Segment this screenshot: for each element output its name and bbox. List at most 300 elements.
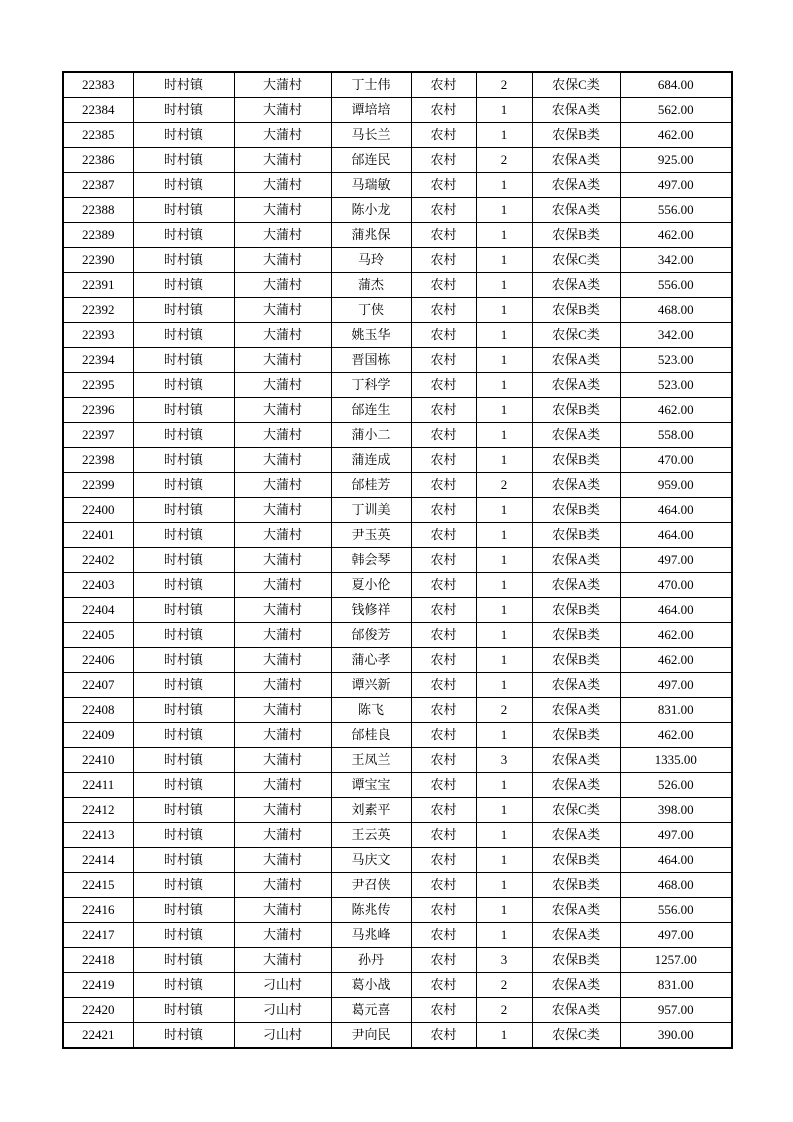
cell-category: 农保A类: [532, 198, 620, 223]
cell-id: 22418: [63, 948, 133, 973]
cell-category: 农保A类: [532, 273, 620, 298]
cell-town: 时村镇: [133, 598, 234, 623]
cell-category: 农保C类: [532, 798, 620, 823]
cell-village: 大蒲村: [234, 523, 331, 548]
cell-village: 大蒲村: [234, 173, 331, 198]
cell-amount: 462.00: [620, 623, 732, 648]
cell-town: 时村镇: [133, 998, 234, 1023]
cell-count: 1: [476, 498, 532, 523]
cell-amount: 497.00: [620, 823, 732, 848]
cell-id: 22416: [63, 898, 133, 923]
cell-town: 时村镇: [133, 248, 234, 273]
cell-town: 时村镇: [133, 1023, 234, 1049]
cell-amount: 470.00: [620, 448, 732, 473]
cell-residence: 农村: [411, 498, 476, 523]
cell-category: 农保C类: [532, 323, 620, 348]
cell-village: 大蒲村: [234, 573, 331, 598]
cell-name: 邰连民: [331, 148, 411, 173]
cell-residence: 农村: [411, 973, 476, 998]
cell-amount: 497.00: [620, 673, 732, 698]
cell-id: 22406: [63, 648, 133, 673]
cell-residence: 农村: [411, 823, 476, 848]
cell-amount: 556.00: [620, 273, 732, 298]
cell-village: 大蒲村: [234, 798, 331, 823]
cell-village: 大蒲村: [234, 298, 331, 323]
cell-town: 时村镇: [133, 423, 234, 448]
cell-category: 农保A类: [532, 973, 620, 998]
cell-town: 时村镇: [133, 148, 234, 173]
cell-residence: 农村: [411, 573, 476, 598]
cell-count: 1: [476, 98, 532, 123]
table-row: [63, 98, 732, 123]
cell-name: 王凤兰: [331, 748, 411, 773]
cell-category: 农保C类: [532, 72, 620, 98]
cell-village: 大蒲村: [234, 673, 331, 698]
cell-amount: 959.00: [620, 473, 732, 498]
table-row: [63, 848, 732, 873]
cell-count: 1: [476, 548, 532, 573]
cell-village: 大蒲村: [234, 473, 331, 498]
cell-id: 22398: [63, 448, 133, 473]
cell-residence: 农村: [411, 98, 476, 123]
cell-count: 1: [476, 873, 532, 898]
cell-residence: 农村: [411, 948, 476, 973]
cell-id: 22419: [63, 973, 133, 998]
cell-village: 大蒲村: [234, 198, 331, 223]
table-row: [63, 998, 732, 1023]
cell-name: 陈飞: [331, 698, 411, 723]
cell-category: 农保C类: [532, 1023, 620, 1049]
cell-id: 22387: [63, 173, 133, 198]
cell-count: 1: [476, 373, 532, 398]
cell-name: 姚玉华: [331, 323, 411, 348]
cell-id: 22402: [63, 548, 133, 573]
cell-name: 邰桂芳: [331, 473, 411, 498]
cell-id: 22403: [63, 573, 133, 598]
table-row: [63, 698, 732, 723]
table-row: [63, 798, 732, 823]
cell-amount: 497.00: [620, 548, 732, 573]
cell-residence: 农村: [411, 748, 476, 773]
cell-residence: 农村: [411, 523, 476, 548]
cell-town: 时村镇: [133, 848, 234, 873]
cell-residence: 农村: [411, 623, 476, 648]
cell-town: 时村镇: [133, 223, 234, 248]
cell-village: 大蒲村: [234, 123, 331, 148]
cell-category: 农保A类: [532, 923, 620, 948]
cell-village: 大蒲村: [234, 323, 331, 348]
cell-count: 1: [476, 223, 532, 248]
cell-count: 1: [476, 173, 532, 198]
table-row: [63, 948, 732, 973]
table-row: [63, 323, 732, 348]
cell-category: 农保B类: [532, 223, 620, 248]
cell-id: 22404: [63, 598, 133, 623]
cell-id: 22405: [63, 623, 133, 648]
cell-id: 22413: [63, 823, 133, 848]
cell-town: 时村镇: [133, 198, 234, 223]
cell-name: 王云英: [331, 823, 411, 848]
table-row: [63, 523, 732, 548]
cell-town: 时村镇: [133, 273, 234, 298]
table-row: [63, 723, 732, 748]
cell-town: 时村镇: [133, 398, 234, 423]
cell-name: 孙丹: [331, 948, 411, 973]
cell-name: 丁科学: [331, 373, 411, 398]
cell-count: 1: [476, 798, 532, 823]
cell-name: 邰连生: [331, 398, 411, 423]
cell-amount: 957.00: [620, 998, 732, 1023]
table-row: [63, 623, 732, 648]
cell-name: 陈小龙: [331, 198, 411, 223]
table-row: [63, 573, 732, 598]
cell-category: 农保A类: [532, 348, 620, 373]
cell-residence: 农村: [411, 648, 476, 673]
cell-category: 农保B类: [532, 648, 620, 673]
cell-name: 谭宝宝: [331, 773, 411, 798]
table-row: [63, 498, 732, 523]
table-row: [63, 148, 732, 173]
cell-category: 农保A类: [532, 98, 620, 123]
cell-village: 大蒲村: [234, 773, 331, 798]
cell-count: 1: [476, 673, 532, 698]
cell-town: 时村镇: [133, 498, 234, 523]
cell-name: 夏小伦: [331, 573, 411, 598]
cell-name: 蒲心孝: [331, 648, 411, 673]
cell-name: 马玲: [331, 248, 411, 273]
cell-name: 蒲杰: [331, 273, 411, 298]
table-row: [63, 973, 732, 998]
cell-village: 大蒲村: [234, 898, 331, 923]
cell-id: 22383: [63, 72, 133, 98]
table-row: [63, 273, 732, 298]
cell-town: 时村镇: [133, 648, 234, 673]
table-row: [63, 673, 732, 698]
cell-village: 大蒲村: [234, 498, 331, 523]
cell-village: 刁山村: [234, 1023, 331, 1049]
cell-name: 邰桂良: [331, 723, 411, 748]
cell-name: 葛元喜: [331, 998, 411, 1023]
cell-amount: 562.00: [620, 98, 732, 123]
cell-residence: 农村: [411, 698, 476, 723]
cell-name: 马庆文: [331, 848, 411, 873]
cell-name: 尹玉英: [331, 523, 411, 548]
cell-category: 农保A类: [532, 773, 620, 798]
cell-residence: 农村: [411, 673, 476, 698]
table-row: [63, 373, 732, 398]
cell-count: 2: [476, 973, 532, 998]
cell-count: 2: [476, 698, 532, 723]
table-body: [63, 72, 732, 1048]
cell-count: 1: [476, 623, 532, 648]
cell-id: 22385: [63, 123, 133, 148]
cell-category: 农保B类: [532, 873, 620, 898]
cell-amount: 464.00: [620, 598, 732, 623]
cell-id: 22411: [63, 773, 133, 798]
cell-village: 大蒲村: [234, 398, 331, 423]
cell-residence: 农村: [411, 72, 476, 98]
cell-residence: 农村: [411, 373, 476, 398]
cell-residence: 农村: [411, 323, 476, 348]
cell-id: 22386: [63, 148, 133, 173]
cell-id: 22391: [63, 273, 133, 298]
cell-residence: 农村: [411, 248, 476, 273]
cell-category: 农保B类: [532, 398, 620, 423]
cell-amount: 464.00: [620, 498, 732, 523]
cell-category: 农保B类: [532, 948, 620, 973]
cell-name: 陈兆传: [331, 898, 411, 923]
table-row: [63, 248, 732, 273]
table-row: [63, 223, 732, 248]
cell-amount: 342.00: [620, 323, 732, 348]
cell-id: 22400: [63, 498, 133, 523]
table-row: [63, 123, 732, 148]
cell-amount: 523.00: [620, 348, 732, 373]
cell-id: 22393: [63, 323, 133, 348]
cell-village: 大蒲村: [234, 223, 331, 248]
cell-town: 时村镇: [133, 123, 234, 148]
cell-name: 丁侠: [331, 298, 411, 323]
cell-category: 农保B类: [532, 123, 620, 148]
cell-amount: 462.00: [620, 398, 732, 423]
cell-category: 农保A类: [532, 748, 620, 773]
cell-category: 农保B类: [532, 298, 620, 323]
cell-amount: 556.00: [620, 198, 732, 223]
cell-amount: 470.00: [620, 573, 732, 598]
cell-amount: 526.00: [620, 773, 732, 798]
cell-id: 22410: [63, 748, 133, 773]
cell-residence: 农村: [411, 798, 476, 823]
cell-village: 大蒲村: [234, 348, 331, 373]
table-row: [63, 298, 732, 323]
table-row: [63, 72, 732, 98]
cell-category: 农保B类: [532, 598, 620, 623]
cell-village: 大蒲村: [234, 98, 331, 123]
cell-amount: 462.00: [620, 223, 732, 248]
cell-count: 1: [476, 123, 532, 148]
cell-count: 1: [476, 298, 532, 323]
cell-town: 时村镇: [133, 898, 234, 923]
cell-id: 22396: [63, 398, 133, 423]
cell-count: 1: [476, 1023, 532, 1049]
table-row: [63, 898, 732, 923]
cell-id: 22397: [63, 423, 133, 448]
cell-category: 农保A类: [532, 423, 620, 448]
cell-count: 1: [476, 523, 532, 548]
cell-count: 1: [476, 273, 532, 298]
cell-count: 1: [476, 448, 532, 473]
cell-count: 1: [476, 773, 532, 798]
cell-count: 3: [476, 948, 532, 973]
cell-amount: 1335.00: [620, 748, 732, 773]
cell-name: 尹向民: [331, 1023, 411, 1049]
cell-count: 2: [476, 148, 532, 173]
cell-residence: 农村: [411, 273, 476, 298]
cell-count: 1: [476, 198, 532, 223]
cell-category: 农保A类: [532, 573, 620, 598]
cell-residence: 农村: [411, 448, 476, 473]
cell-name: 刘素平: [331, 798, 411, 823]
table-row: [63, 473, 732, 498]
cell-category: 农保B类: [532, 723, 620, 748]
cell-residence: 农村: [411, 223, 476, 248]
cell-town: 时村镇: [133, 673, 234, 698]
cell-id: 22412: [63, 798, 133, 823]
cell-residence: 农村: [411, 398, 476, 423]
cell-town: 时村镇: [133, 923, 234, 948]
cell-id: 22399: [63, 473, 133, 498]
cell-village: 大蒲村: [234, 448, 331, 473]
cell-residence: 农村: [411, 298, 476, 323]
cell-id: 22395: [63, 373, 133, 398]
cell-town: 时村镇: [133, 798, 234, 823]
cell-amount: 462.00: [620, 123, 732, 148]
cell-village: 大蒲村: [234, 72, 331, 98]
cell-town: 时村镇: [133, 823, 234, 848]
cell-village: 大蒲村: [234, 248, 331, 273]
cell-town: 时村镇: [133, 748, 234, 773]
pension-records-table: [62, 71, 733, 1049]
cell-town: 时村镇: [133, 298, 234, 323]
cell-amount: 468.00: [620, 873, 732, 898]
cell-name: 蒲连成: [331, 448, 411, 473]
table-row: [63, 748, 732, 773]
table-row: [63, 873, 732, 898]
cell-count: 1: [476, 898, 532, 923]
cell-category: 农保A类: [532, 998, 620, 1023]
cell-count: 2: [476, 473, 532, 498]
cell-name: 韩会琴: [331, 548, 411, 573]
cell-village: 刁山村: [234, 998, 331, 1023]
cell-residence: 农村: [411, 148, 476, 173]
cell-residence: 农村: [411, 873, 476, 898]
cell-amount: 831.00: [620, 698, 732, 723]
cell-amount: 925.00: [620, 148, 732, 173]
cell-village: 大蒲村: [234, 273, 331, 298]
cell-category: 农保B类: [532, 848, 620, 873]
table-row: [63, 598, 732, 623]
cell-town: 时村镇: [133, 373, 234, 398]
cell-town: 时村镇: [133, 573, 234, 598]
table-row: [63, 923, 732, 948]
cell-residence: 农村: [411, 173, 476, 198]
cell-category: 农保A类: [532, 823, 620, 848]
cell-id: 22417: [63, 923, 133, 948]
cell-amount: 398.00: [620, 798, 732, 823]
cell-village: 大蒲村: [234, 948, 331, 973]
cell-village: 大蒲村: [234, 723, 331, 748]
cell-village: 刁山村: [234, 973, 331, 998]
cell-id: 22401: [63, 523, 133, 548]
cell-category: 农保C类: [532, 248, 620, 273]
cell-town: 时村镇: [133, 72, 234, 98]
table-row: [63, 648, 732, 673]
cell-town: 时村镇: [133, 523, 234, 548]
cell-residence: 农村: [411, 998, 476, 1023]
cell-name: 钱修祥: [331, 598, 411, 623]
cell-village: 大蒲村: [234, 848, 331, 873]
cell-id: 22394: [63, 348, 133, 373]
cell-id: 22390: [63, 248, 133, 273]
cell-name: 邰俊芳: [331, 623, 411, 648]
table-row: [63, 398, 732, 423]
cell-name: 葛小战: [331, 973, 411, 998]
cell-name: 蒲兆保: [331, 223, 411, 248]
cell-residence: 农村: [411, 123, 476, 148]
cell-id: 22384: [63, 98, 133, 123]
cell-name: 丁训美: [331, 498, 411, 523]
cell-amount: 464.00: [620, 523, 732, 548]
cell-residence: 农村: [411, 723, 476, 748]
cell-count: 3: [476, 748, 532, 773]
cell-amount: 1257.00: [620, 948, 732, 973]
cell-id: 22389: [63, 223, 133, 248]
cell-count: 1: [476, 648, 532, 673]
cell-village: 大蒲村: [234, 548, 331, 573]
cell-village: 大蒲村: [234, 598, 331, 623]
cell-town: 时村镇: [133, 98, 234, 123]
cell-count: 1: [476, 248, 532, 273]
cell-village: 大蒲村: [234, 873, 331, 898]
cell-town: 时村镇: [133, 723, 234, 748]
cell-amount: 556.00: [620, 898, 732, 923]
cell-village: 大蒲村: [234, 698, 331, 723]
cell-town: 时村镇: [133, 973, 234, 998]
cell-amount: 462.00: [620, 723, 732, 748]
cell-name: 蒲小二: [331, 423, 411, 448]
cell-name: 晋国栋: [331, 348, 411, 373]
cell-amount: 462.00: [620, 648, 732, 673]
cell-amount: 464.00: [620, 848, 732, 873]
table-row: [63, 423, 732, 448]
table-row: [63, 348, 732, 373]
cell-count: 1: [476, 573, 532, 598]
cell-category: 农保A类: [532, 673, 620, 698]
cell-residence: 农村: [411, 1023, 476, 1049]
cell-id: 22420: [63, 998, 133, 1023]
table-row: [63, 1023, 732, 1049]
cell-residence: 农村: [411, 923, 476, 948]
table-row: [63, 173, 732, 198]
cell-category: 农保B类: [532, 448, 620, 473]
table-row: [63, 823, 732, 848]
cell-name: 马兆峰: [331, 923, 411, 948]
cell-id: 22408: [63, 698, 133, 723]
cell-count: 1: [476, 723, 532, 748]
cell-amount: 523.00: [620, 373, 732, 398]
cell-town: 时村镇: [133, 623, 234, 648]
cell-residence: 农村: [411, 898, 476, 923]
cell-village: 大蒲村: [234, 748, 331, 773]
cell-count: 1: [476, 348, 532, 373]
cell-category: 农保A类: [532, 373, 620, 398]
cell-amount: 497.00: [620, 173, 732, 198]
cell-village: 大蒲村: [234, 623, 331, 648]
cell-town: 时村镇: [133, 323, 234, 348]
cell-residence: 农村: [411, 423, 476, 448]
cell-count: 1: [476, 423, 532, 448]
cell-town: 时村镇: [133, 773, 234, 798]
cell-category: 农保A类: [532, 173, 620, 198]
cell-town: 时村镇: [133, 948, 234, 973]
cell-id: 22409: [63, 723, 133, 748]
cell-amount: 558.00: [620, 423, 732, 448]
cell-amount: 497.00: [620, 923, 732, 948]
cell-town: 时村镇: [133, 698, 234, 723]
table-row: [63, 448, 732, 473]
table-row: [63, 198, 732, 223]
cell-residence: 农村: [411, 348, 476, 373]
